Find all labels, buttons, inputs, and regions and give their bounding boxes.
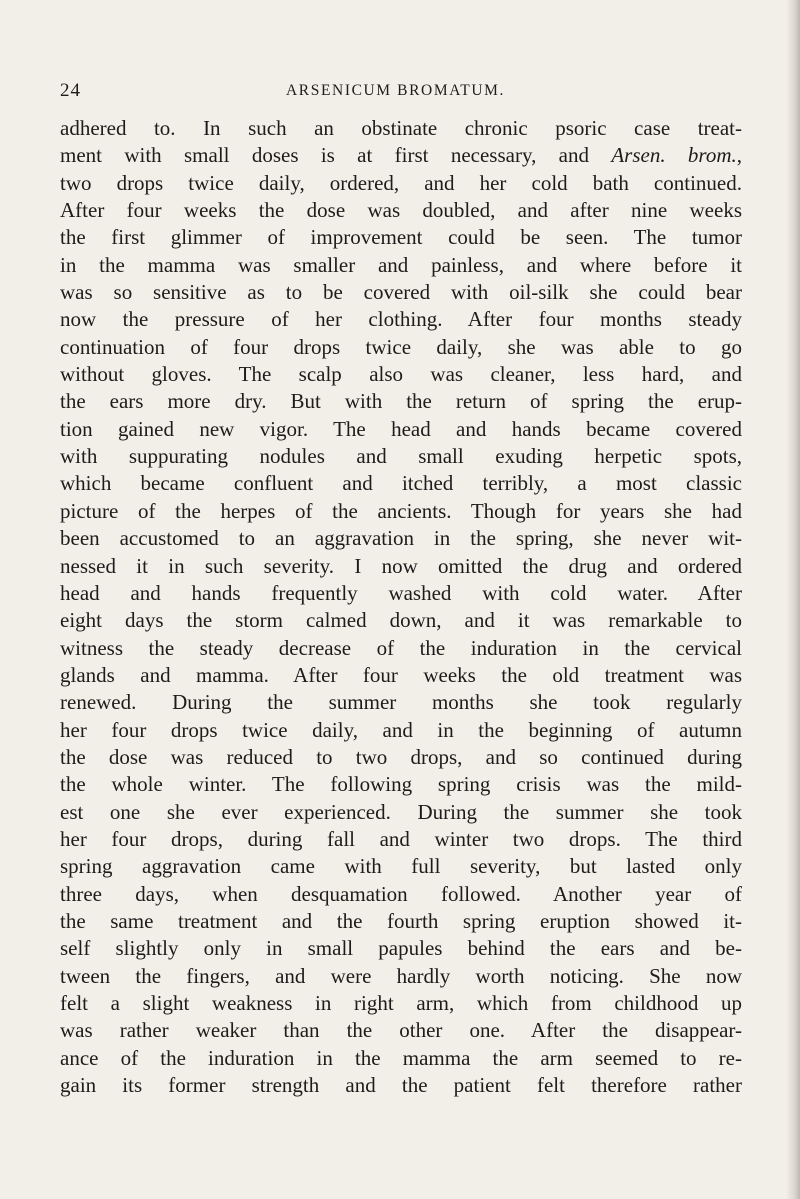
text-segment: was rather weaker than the other one. After the disappear- xyxy=(60,1018,742,1043)
text-line xyxy=(60,197,742,224)
text-segment: head and hands frequently washed with cold water. After xyxy=(60,580,742,605)
text-line xyxy=(60,799,742,826)
text-line xyxy=(60,334,742,361)
text-line xyxy=(60,744,742,771)
page-header xyxy=(60,80,740,106)
text-segment: picture of the herpes of the ancients. Though for years she had xyxy=(60,498,742,523)
text-line xyxy=(60,635,742,662)
text-line xyxy=(60,853,742,880)
text-line xyxy=(60,252,742,279)
running-head: ARSENICUM BROMATUM. xyxy=(286,82,506,99)
text-line xyxy=(60,689,742,716)
text-segment: After four weeks the dose was doubled, and after nine weeks xyxy=(60,198,742,223)
text-segment: nessed it in such severity. I now omitted the drug and ordered xyxy=(60,553,742,578)
text-segment: two drops twice daily, ordered, and her cold bath continued. xyxy=(60,170,742,195)
text-segment: adhered to. In such an obstinate chronic psoric case treat- xyxy=(60,116,742,140)
text-segment: , xyxy=(736,143,742,168)
text-segment: ance of the induration in the mamma the arm seemed to re- xyxy=(60,1045,742,1070)
text-line xyxy=(60,443,742,470)
text-segment: her four drops, during fall and winter two drops. The third xyxy=(60,826,742,851)
text-line xyxy=(60,717,742,744)
text-segment: the first glimmer of improvement could be seen. The tumor xyxy=(60,225,742,250)
text-segment: witness the steady decrease of the induration in the cervical xyxy=(60,635,742,660)
text-segment: continuation of four drops twice daily, she was able to go xyxy=(60,334,742,359)
text-segment: was so sensitive as to be covered with oil-silk she could bear xyxy=(60,280,742,305)
text-segment: with suppurating nodules and small exuding herpetic spots, xyxy=(60,444,742,469)
text-line xyxy=(60,990,742,1017)
text-line xyxy=(60,607,742,634)
text-segment: been accustomed to an aggravation in the spring, she never wit- xyxy=(60,526,742,551)
text-segment: est one she ever experienced. During the summer she took xyxy=(60,799,742,824)
text-segment: the dose was reduced to two drops, and so continued during xyxy=(60,744,742,769)
text-line xyxy=(60,306,742,333)
text-line xyxy=(60,881,742,908)
text-line xyxy=(60,498,742,525)
text-line xyxy=(60,580,742,607)
text-line xyxy=(60,553,742,580)
text-segment: the whole winter. The following spring crisis was the mild- xyxy=(60,772,742,797)
text-segment: self slightly only in small papules behind the ears and be- xyxy=(60,936,742,961)
text-line xyxy=(60,1045,742,1072)
text-segment: in the mamma was smaller and painless, and where before it xyxy=(60,252,742,277)
text-line xyxy=(60,416,742,443)
text-line xyxy=(60,935,742,962)
text-line xyxy=(60,279,742,306)
text-line xyxy=(60,470,742,497)
text-segment: three days, when desquamation followed. Another year of xyxy=(60,881,742,906)
text-line xyxy=(60,1072,742,1099)
text-line xyxy=(60,361,742,388)
text-line xyxy=(60,115,742,142)
page-number: 24 xyxy=(60,80,81,101)
text-segment: the same treatment and the fourth spring eruption showed it- xyxy=(60,908,742,933)
text-segment: felt a slight weakness in right arm, which from childhood up xyxy=(60,991,742,1015)
text-line xyxy=(60,826,742,853)
text-line xyxy=(60,963,742,990)
text-segment: her four drops twice daily, and in the beginning of autumn xyxy=(60,717,742,742)
text-segment: spring aggravation came with full severity, but lasted only xyxy=(60,854,742,879)
text-line xyxy=(60,224,742,251)
text-segment: without gloves. The scalp also was cleaner, less hard, and xyxy=(60,362,742,387)
text-segment: now the pressure of her clothing. After four months steady xyxy=(60,307,742,332)
text-line xyxy=(60,170,742,197)
body-text xyxy=(60,115,742,1099)
text-line xyxy=(60,1017,742,1044)
text-line xyxy=(60,662,742,689)
text-segment: the ears more dry. But with the return of spring the erup- xyxy=(60,389,742,414)
text-segment: renewed. During the summer months she took regularly xyxy=(60,690,742,715)
text-segment: glands and mamma. After four weeks the old treatment was xyxy=(60,662,742,687)
text-segment: which became confluent and itched terribly, a most classic xyxy=(60,471,742,496)
text-segment: ment with small doses is at first necessary, and xyxy=(60,143,612,168)
text-segment: tion gained new vigor. The head and hands became covered xyxy=(60,416,742,441)
page-edge-shadow xyxy=(786,0,800,1199)
text-line xyxy=(60,525,742,552)
text-segment: gain its former strength and the patient felt therefore rather xyxy=(60,1073,742,1098)
italic-term: Arsen. brom. xyxy=(611,143,737,168)
text-segment: eight days the storm calmed down, and it was remarkable to xyxy=(60,608,742,633)
text-line xyxy=(60,388,742,415)
text-segment: tween the fingers, and were hardly worth noticing. She now xyxy=(60,963,742,988)
text-line xyxy=(60,142,742,169)
text-line xyxy=(60,908,742,935)
text-line xyxy=(60,771,742,798)
